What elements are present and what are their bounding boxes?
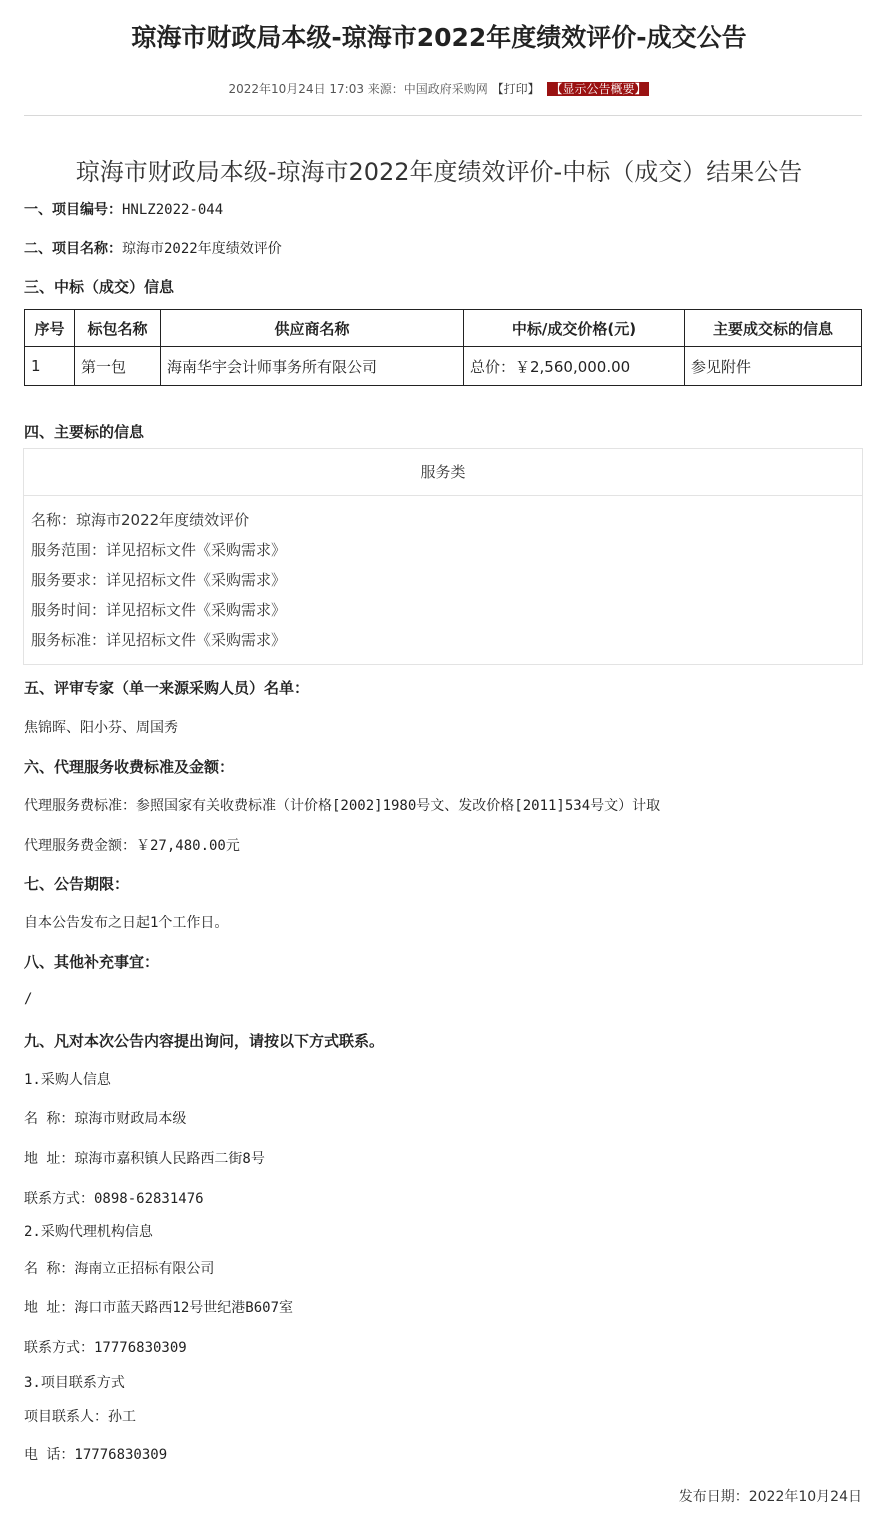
show-summary-button[interactable]: 【显示公告概要】 xyxy=(547,82,649,96)
project-name-value: 琼海市2022年度绩效评价 xyxy=(122,241,282,257)
section-3-heading: 三、中标（成交）信息 xyxy=(24,278,175,296)
table-cell: 海南华宇会计师事务所有限公司 xyxy=(161,347,464,386)
other-matters: / xyxy=(24,991,33,1007)
table-row xyxy=(25,347,862,386)
agency-title: 2.采购代理机构信息 xyxy=(24,1224,153,1240)
page-title: 琼海市财政局本级-琼海市2022年度绩效评价-成交公告 xyxy=(131,23,747,52)
service-info-box xyxy=(23,448,863,665)
table-header-row xyxy=(25,310,862,347)
service-line: 服务时间：详见招标文件《采购需求》 xyxy=(31,601,287,619)
project-contact-title: 3.项目联系方式 xyxy=(24,1375,125,1391)
table-header: 标包名称 xyxy=(75,310,161,347)
agency-phone: 联系方式：17776830309 xyxy=(24,1340,187,1356)
agency-name: 名 称：海南立正招标有限公司 xyxy=(24,1261,215,1277)
table-header: 中标/成交价格(元) xyxy=(464,310,685,347)
expert-list: 焦锦晖、阳小芬、周国秀 xyxy=(24,720,178,736)
section-7-heading: 七、公告期限： xyxy=(24,875,130,893)
project-name xyxy=(24,238,282,258)
bid-result-table xyxy=(24,309,862,386)
purchaser-title: 1.采购人信息 xyxy=(24,1072,111,1088)
section-4-heading: 四、主要标的信息 xyxy=(24,423,145,441)
document-title: 琼海市财政局本级-琼海市2022年度绩效评价-中标（成交）结果公告 xyxy=(75,158,803,186)
project-number-value: HNLZ2022-044 xyxy=(122,202,224,218)
project-number xyxy=(24,199,223,219)
section-6-heading: 六、代理服务收费标准及金额： xyxy=(24,758,235,776)
table-header: 序号 xyxy=(25,310,75,347)
section-1-label: 一、项目编号： xyxy=(24,202,122,218)
purchaser-phone: 联系方式：0898-62831476 xyxy=(24,1191,204,1207)
section-2-label: 二、项目名称： xyxy=(24,241,122,257)
table-cell: 第一包 xyxy=(75,347,161,386)
service-type-header: 服务类 xyxy=(24,449,862,496)
print-link[interactable]: 【打印】 xyxy=(491,82,540,96)
publish-date: 发布日期：2022年10月24日 xyxy=(678,1489,862,1505)
purchaser-address: 地 址：琼海市嘉积镇人民路西二街8号 xyxy=(24,1151,265,1167)
project-contact-phone: 电 话：17776830309 xyxy=(24,1447,168,1463)
service-line: 服务标准：详见招标文件《采购需求》 xyxy=(31,631,287,649)
table-cell: 总价：￥2,560,000.00 xyxy=(464,347,685,386)
service-line: 服务范围：详见招标文件《采购需求》 xyxy=(31,541,287,559)
table-header: 主要成交标的信息 xyxy=(685,310,862,347)
table-cell: 1 xyxy=(25,347,75,386)
publish-meta: 2022年10月24日 17:03 来源：中国政府采购网 xyxy=(228,82,488,96)
table-cell: 参见附件 xyxy=(685,347,862,386)
service-line: 服务要求：详见招标文件《采购需求》 xyxy=(31,571,287,589)
section-5-heading: 五、评审专家（单一来源采购人员）名单： xyxy=(24,679,310,697)
divider xyxy=(24,115,862,116)
notice-period: 自本公告发布之日起1个工作日。 xyxy=(24,915,229,931)
agency-address: 地 址：海口市蓝天路西12号世纪港B607室 xyxy=(24,1300,294,1316)
purchaser-name: 名 称：琼海市财政局本级 xyxy=(24,1111,187,1127)
service-line: 名称：琼海市2022年度绩效评价 xyxy=(31,511,250,529)
project-contact-person: 项目联系人：孙工 xyxy=(24,1409,136,1425)
agency-fee-standard: 代理服务费标准：参照国家有关收费标准（计价格[2002]1980号文、发改价格[2011]534号文）计取 xyxy=(24,798,661,814)
meta-line xyxy=(0,80,878,97)
table-header: 供应商名称 xyxy=(161,310,464,347)
section-9-heading: 九、凡对本次公告内容提出询问，请按以下方式联系。 xyxy=(24,1032,385,1050)
section-8-heading: 八、其他补充事宜： xyxy=(24,953,160,971)
agency-fee-amount: 代理服务费金额：￥27,480.00元 xyxy=(24,838,240,854)
